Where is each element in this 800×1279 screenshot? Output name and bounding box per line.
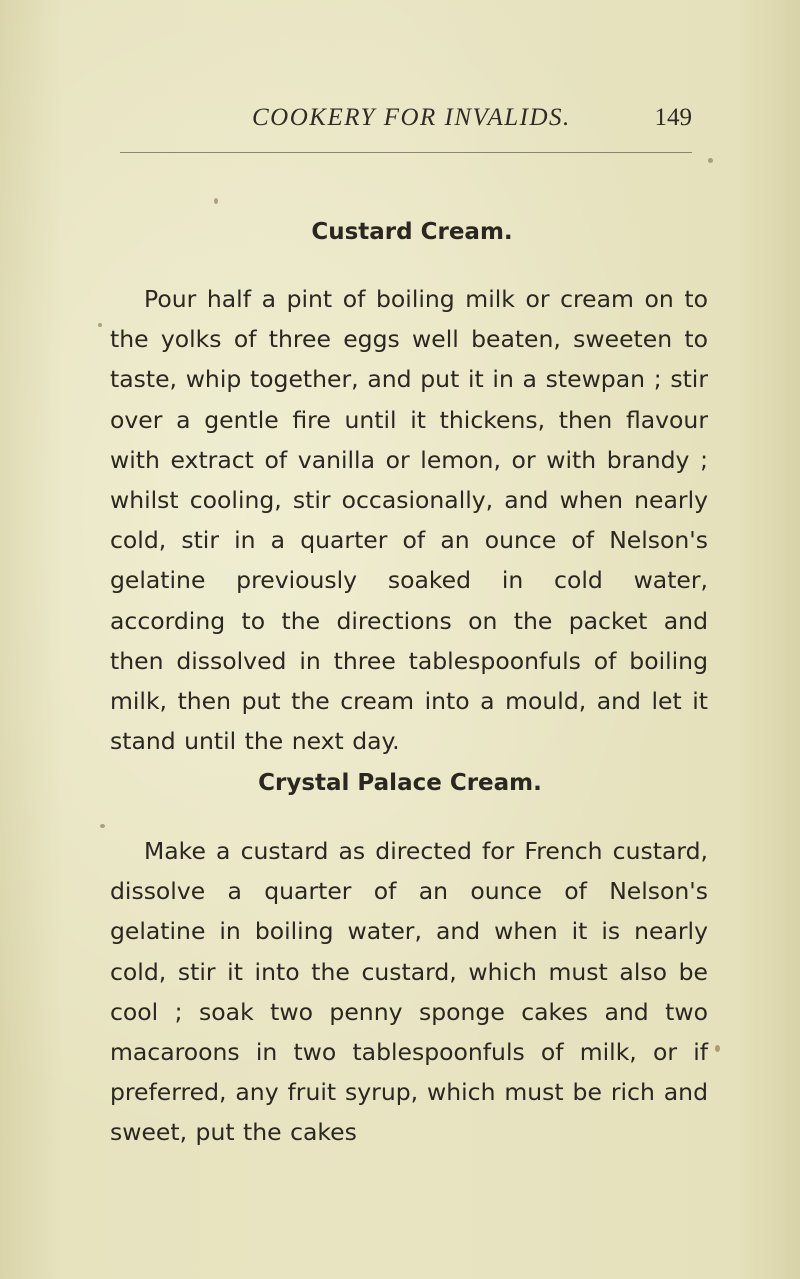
section-paragraph-crystal-palace-cream: Make a custard as directed for French custard, dissolve a quarter of an ounce of Nelson's gelatine in boiling water, and when it is nearly cold, stir it into the custard, which must also be cool ; soak two penny sponge cakes and two macaroons in two tablespoonfuls of milk, or if preferred, any fruit syrup, which must be rich and sweet, put the cakes bbox=[110, 837, 708, 1147]
paper-speck bbox=[715, 1045, 720, 1052]
paper-speck bbox=[708, 158, 713, 163]
paper-speck bbox=[214, 198, 218, 204]
section-heading-crystal-palace-cream: Crystal Palace Cream. bbox=[258, 770, 542, 796]
paper-speck bbox=[100, 824, 105, 828]
running-head bbox=[252, 100, 692, 140]
paper-speck bbox=[98, 323, 102, 327]
header-rule bbox=[120, 152, 692, 153]
section-paragraph-custard-cream: Pour half a pint of boiling milk or cream on to the yolks of three eggs well beaten, sweeten to taste, whip together, and put it in a stewpan ; stir over a gentle fire until it thickens, then flavour with extract of vanilla or lemon, or with brandy ; whilst cooling, stir occasionally, and when nearly cold, stir in a quarter of an ounce of Nelson's gelatine previously soaked in cold water, according to the directions on the packet and then dissolved in three tablespoonfuls of boiling milk, then put the cream into a mould, and let it stand until the next day. bbox=[110, 285, 708, 756]
section-heading-custard-cream: Custard Cream. bbox=[311, 219, 513, 245]
page-number: 149 bbox=[654, 104, 692, 131]
running-title: COOKERY FOR INVALIDS. bbox=[252, 104, 571, 131]
